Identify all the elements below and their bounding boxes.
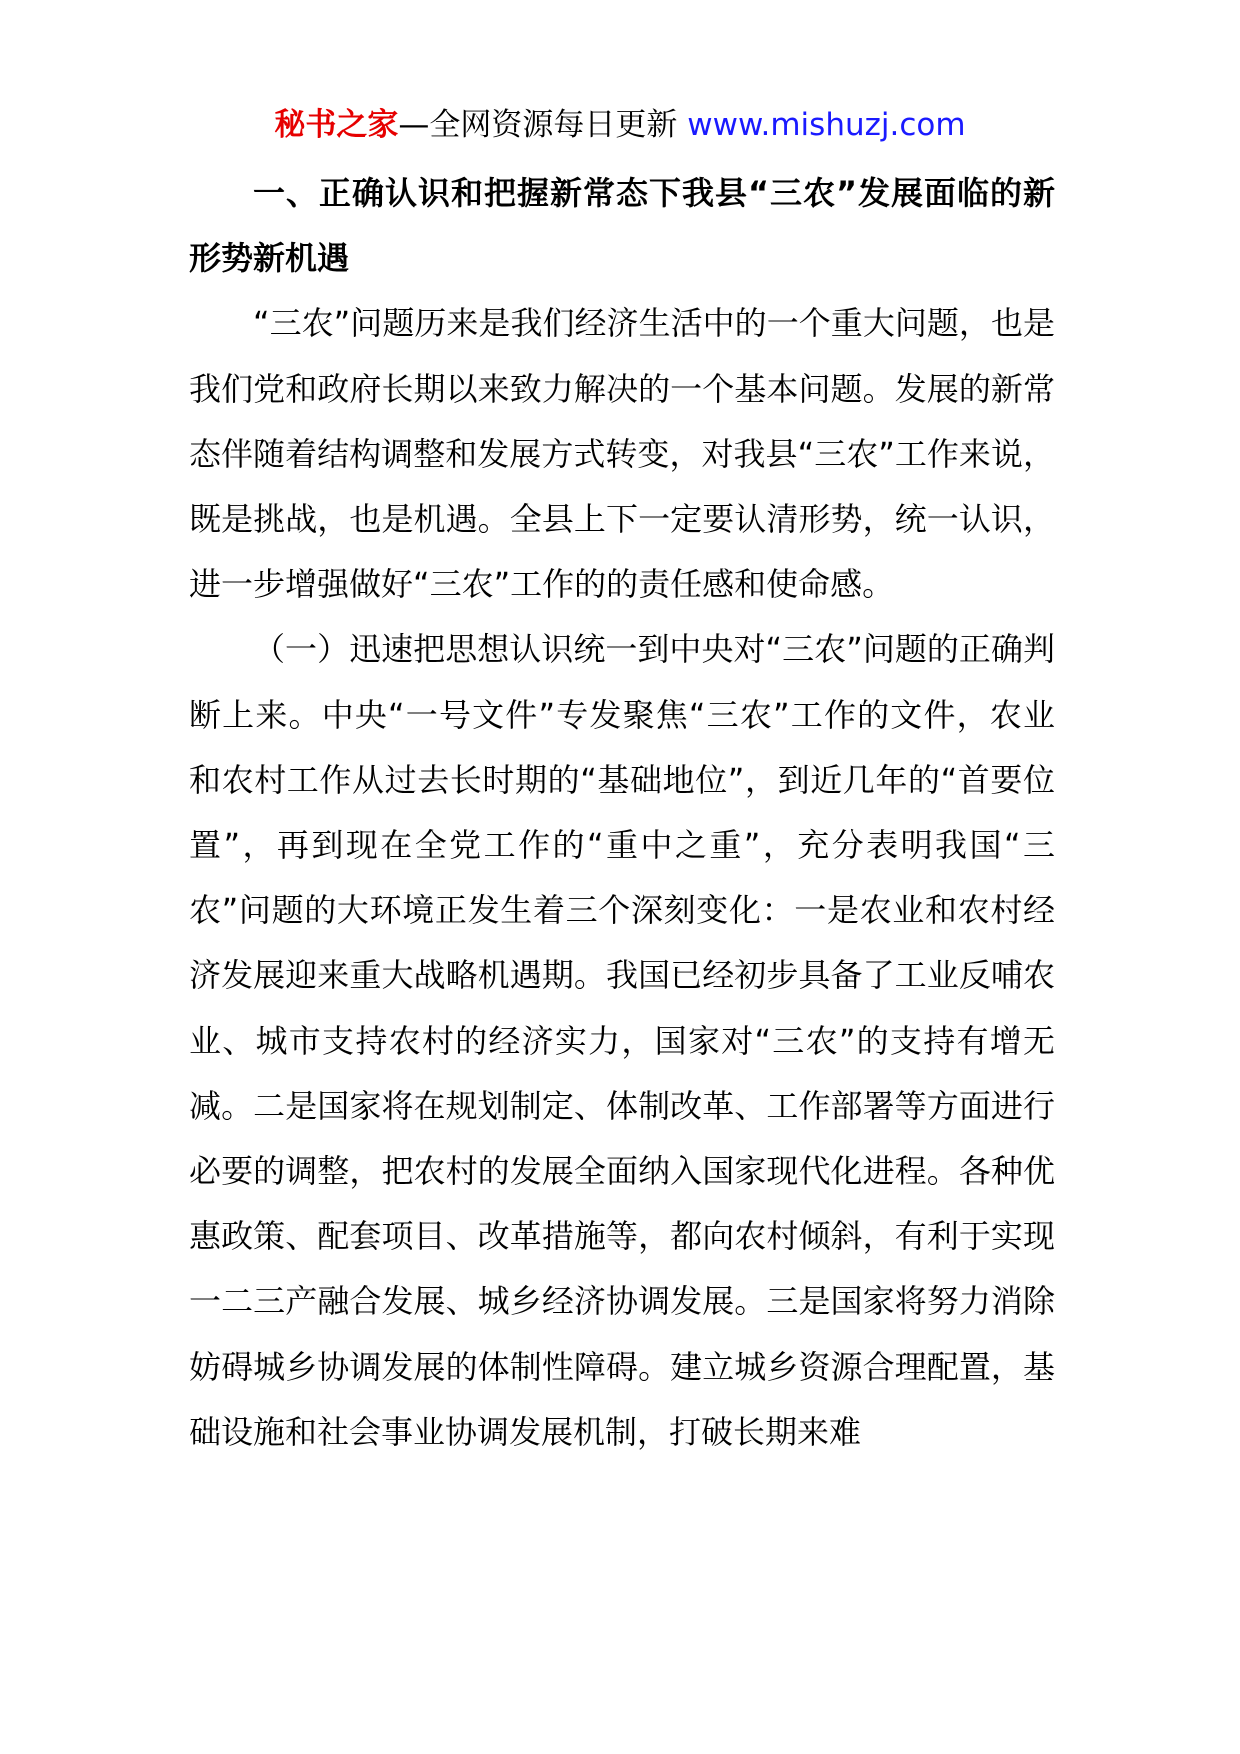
site-tagline: —全网资源每日更新 xyxy=(398,107,678,143)
paragraph-section-one: （一）迅速把思想认识统一到中央对“三农”问题的正确判断上来。中央“一号文件”专发聚焦“三农”工作的文件，农业和农村工作从过去长时期的“基础地位”，到近几年的“首要位置”，再到现在全党工作的“重中之重”，充分表明我国“三农”问题的大环境正发生着三个深刻变化：一是农业和农村经济发展迎来重大战略机遇期。我国已经初步具备了工业反哺农业、城市支持农村的经济实力，国家对“三农”的支持有增无减。二是国家将在规划制定、体制改革、工作部署等方面进行必要的调整，把农村的发展全面纳入国家现代化进程。各种优惠政策、配套项目、改革措施等，都向农村倾斜，有利于实现一二三产融合发展、城乡经济协调发展。三是国家将努力消除妨碍城乡协调发展的体制性障碍。建立城乡资源合理配置，基础设施和社会事业协调发展机制，打破长期来难 xyxy=(189,630,1055,1451)
section-heading: 一、正确认识和把握新常态下我县“三农”发展面临的新形势新机遇 xyxy=(189,174,1055,278)
document-body xyxy=(189,161,1055,1465)
site-url-link[interactable]: www.mishuzj.com xyxy=(687,107,966,143)
paragraph-intro: “三农”问题历来是我们经济生活中的一个重大问题，也是我们党和政府长期以来致力解决的一个基本问题。发展的新常态伴随着结构调整和发展方式转变，对我县“三农”工作来说，既是挑战，也是机遇。全县上下一定要认清形势，统一认识，进一步增强做好“三农”工作的的责任感和使命感。 xyxy=(189,304,1055,604)
site-header xyxy=(0,100,1240,150)
site-brand: 秘书之家 xyxy=(274,107,399,143)
